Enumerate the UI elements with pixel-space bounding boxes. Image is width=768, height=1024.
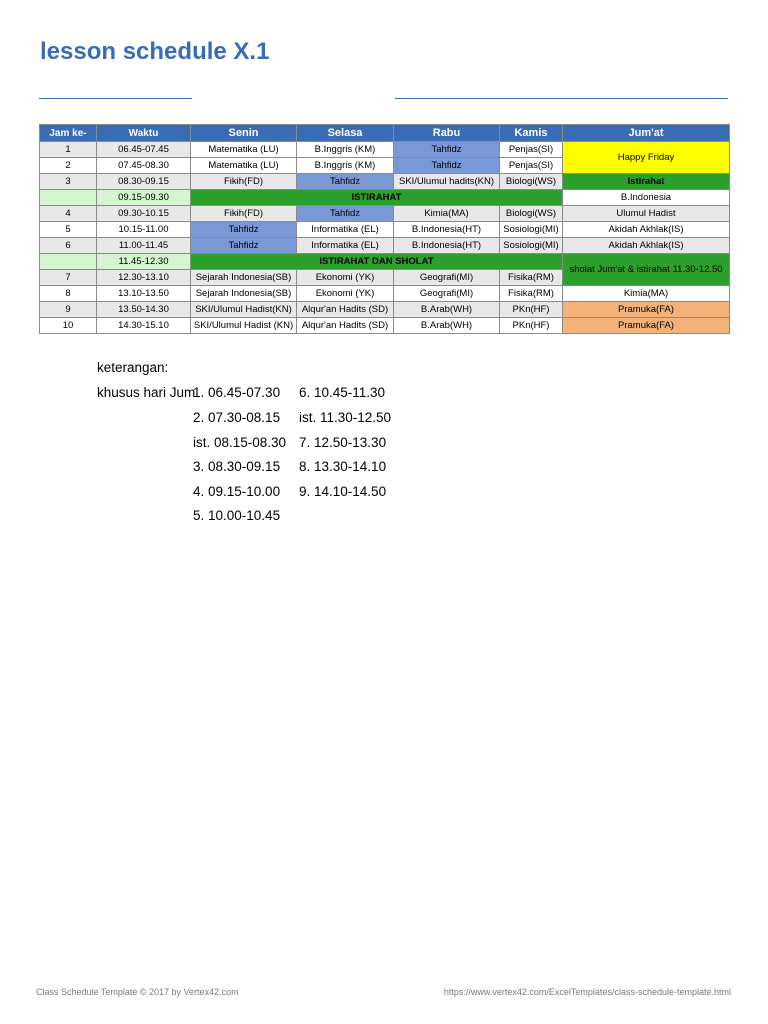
cell-jam: 10 — [40, 318, 97, 334]
cell-jam: 4 — [40, 206, 97, 222]
cell-senin: Fikih(FD) — [191, 206, 297, 222]
friday-slot: 7. 12.50-13.30 — [299, 435, 387, 450]
cell-waktu: 13.10-13.50 — [97, 286, 191, 302]
header-jam-ke: Jam ke- — [40, 125, 97, 142]
cell-jam: 3 — [40, 174, 97, 190]
friday-slot: ist. 11.30-12.50 — [299, 410, 392, 425]
cell-rabu: Kimia(MA) — [394, 206, 500, 222]
cell-senin: SKI/Ulumul Hadist(KN) — [191, 302, 297, 318]
cell-selasa: Alqur'an Hadits (SD) — [297, 302, 394, 318]
cell-jam: 8 — [40, 286, 97, 302]
cell-rabu: B.Arab(WH) — [394, 302, 500, 318]
cell-jam — [40, 190, 97, 206]
cell-waktu: 13.50-14.30 — [97, 302, 191, 318]
page-title: lesson schedule X.1 — [40, 38, 270, 65]
cell-kamis: Penjas(SI) — [500, 158, 563, 174]
table-row — [40, 206, 730, 222]
cell-jumat: Pramuka(FA) — [563, 302, 730, 318]
cell-senin: Sejarah Indonesia(SB) — [191, 270, 297, 286]
friday-slot: 5. 10.00-10.45 — [193, 508, 281, 523]
cell-waktu: 11.00-11.45 — [97, 238, 191, 254]
table-row — [40, 222, 730, 238]
cell-waktu: 11.45-12.30 — [97, 254, 191, 270]
cell-jumat: Istirahat — [563, 174, 730, 190]
table-row-break — [40, 254, 730, 270]
cell-rabu: B.Indonesia(HT) — [394, 222, 500, 238]
cell-selasa: Ekonomi (YK) — [297, 286, 394, 302]
cell-waktu: 14.30-15.10 — [97, 318, 191, 334]
table-header-row — [40, 125, 730, 142]
table-row — [40, 318, 730, 334]
cell-jumat: Ulumul Hadist — [563, 206, 730, 222]
cell-senin: Matematika (LU) — [191, 142, 297, 158]
cell-senin: Sejarah Indonesia(SB) — [191, 286, 297, 302]
cell-break-istirahat: ISTIRAHAT — [191, 190, 563, 206]
footer-url[interactable]: https://www.vertex42.com/ExcelTemplates/class-schedule-template.html — [443, 987, 731, 997]
cell-jumat: Akidah Akhlak(IS) — [563, 238, 730, 254]
cell-jam — [40, 254, 97, 270]
cell-waktu: 06.45-07.45 — [97, 142, 191, 158]
cell-jam: 1 — [40, 142, 97, 158]
footer-copyright: Class Schedule Template © 2017 by Vertex42.com — [36, 987, 239, 997]
header-senin: Senin — [191, 125, 297, 142]
schedule-table — [39, 124, 730, 334]
cell-waktu: 09.15-09.30 — [97, 190, 191, 206]
table-row — [40, 174, 730, 190]
cell-selasa: B.Inggris (KM) — [297, 142, 394, 158]
cell-selasa: Tahfidz — [297, 174, 394, 190]
cell-jam: 6 — [40, 238, 97, 254]
header-waktu: Waktu — [97, 125, 191, 142]
cell-kamis: Fisika(RM) — [500, 270, 563, 286]
blank-line-left — [39, 98, 192, 99]
cell-kamis: Sosiologi(MI) — [500, 238, 563, 254]
friday-slot: 1. 06.45-07.30 — [193, 385, 281, 400]
friday-slot: 3. 08.30-09.15 — [193, 459, 281, 474]
blank-line-right — [395, 98, 728, 99]
cell-selasa: Informatika (EL) — [297, 222, 394, 238]
cell-kamis: PKn(HF) — [500, 302, 563, 318]
friday-slot: 9. 14.10-14.50 — [299, 484, 387, 499]
friday-slot: 2. 07.30-08.15 — [193, 410, 281, 425]
table-row-break — [40, 190, 730, 206]
cell-senin: Tahfidz — [191, 238, 297, 254]
cell-waktu: 12.30-13.10 — [97, 270, 191, 286]
header-selasa: Selasa — [297, 125, 394, 142]
cell-waktu: 07.45-08.30 — [97, 158, 191, 174]
cell-rabu: Geografi(MI) — [394, 270, 500, 286]
cell-jumat: Kimia(MA) — [563, 286, 730, 302]
cell-break-istirahat-sholat: ISTIRAHAT DAN SHOLAT — [191, 254, 563, 270]
cell-kamis: Biologi(WS) — [500, 206, 563, 222]
table-row — [40, 142, 730, 158]
cell-waktu: 10.15-11.00 — [97, 222, 191, 238]
header-kamis: Kamis — [500, 125, 563, 142]
cell-rabu: B.Arab(WH) — [394, 318, 500, 334]
cell-kamis: Fisika(RM) — [500, 286, 563, 302]
cell-rabu: SKI/Ulumul hadits(KN) — [394, 174, 500, 190]
friday-slot: 6. 10.45-11.30 — [299, 385, 386, 400]
cell-kamis: Sosiologi(MI) — [500, 222, 563, 238]
cell-kamis: Biologi(WS) — [500, 174, 563, 190]
cell-senin: SKI/Ulumul Hadist (KN) — [191, 318, 297, 334]
cell-jumat: B.Indonesia — [563, 190, 730, 206]
cell-rabu: Tahfidz — [394, 158, 500, 174]
cell-waktu: 08.30-09.15 — [97, 174, 191, 190]
cell-jam: 5 — [40, 222, 97, 238]
cell-selasa: Ekonomi (YK) — [297, 270, 394, 286]
cell-jam: 2 — [40, 158, 97, 174]
header-jumat: Jum'at — [563, 125, 730, 142]
cell-senin: Matematika (LU) — [191, 158, 297, 174]
cell-selasa: Tahfidz — [297, 206, 394, 222]
cell-senin: Tahfidz — [191, 222, 297, 238]
cell-rabu: B.Indonesia(HT) — [394, 238, 500, 254]
cell-senin: Fikih(FD) — [191, 174, 297, 190]
cell-jam: 9 — [40, 302, 97, 318]
cell-jumat: Pramuka(FA) — [563, 318, 730, 334]
cell-selasa: Alqur'an Hadits (SD) — [297, 318, 394, 334]
friday-slot: ist. 08.15-08.30 — [193, 435, 287, 450]
cell-selasa: Informatika (EL) — [297, 238, 394, 254]
cell-waktu: 09.30-10.15 — [97, 206, 191, 222]
cell-jumat-happy-friday: Happy Friday — [563, 142, 730, 174]
cell-rabu: Tahfidz — [394, 142, 500, 158]
cell-jam: 7 — [40, 270, 97, 286]
friday-slot: 4. 09.15-10.00 — [193, 484, 281, 499]
cell-rabu: Geografi(MI) — [394, 286, 500, 302]
cell-kamis: PKn(HF) — [500, 318, 563, 334]
table-row — [40, 286, 730, 302]
notes-heading: keterangan: — [97, 360, 169, 375]
friday-slot: 8. 13.30-14.10 — [299, 459, 387, 474]
cell-jumat: Akidah Akhlak(IS) — [563, 222, 730, 238]
table-row — [40, 302, 730, 318]
notes-prefix: khusus hari Jum — [97, 385, 196, 400]
cell-kamis: Penjas(SI) — [500, 142, 563, 158]
header-rabu: Rabu — [394, 125, 500, 142]
cell-selasa: B.Inggris (KM) — [297, 158, 394, 174]
table-row — [40, 238, 730, 254]
cell-jumat-sholat: sholat Jum'at & istirahat 11.30-12.50 — [563, 254, 730, 286]
